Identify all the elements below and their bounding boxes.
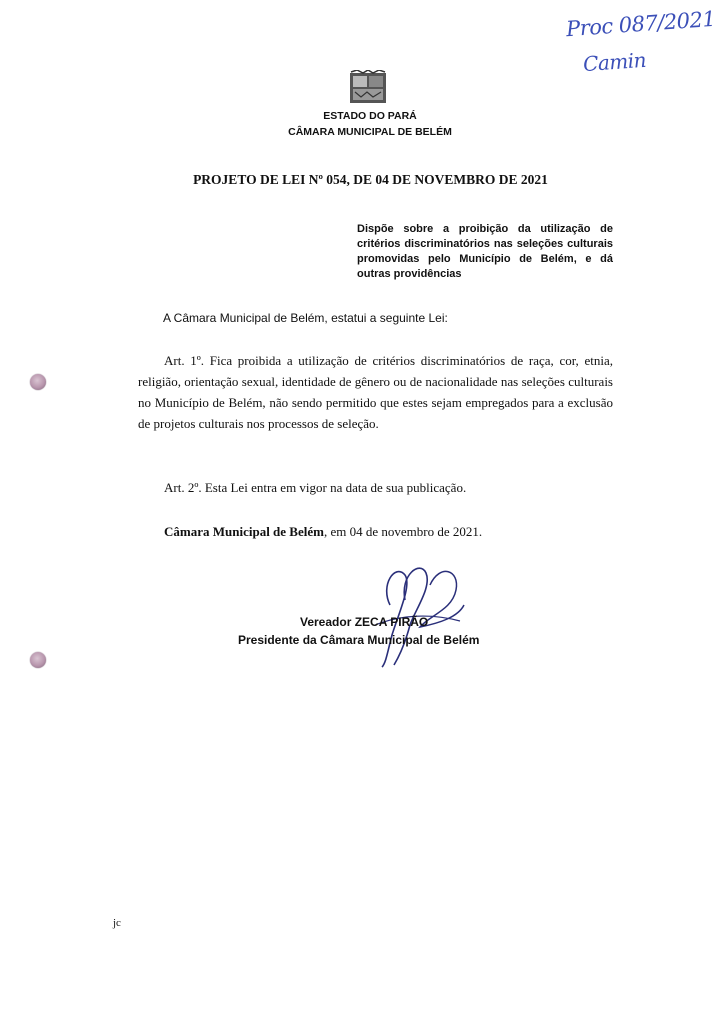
handwritten-protocol-note: Proc 087/2021 — [565, 6, 717, 42]
punch-hole-bottom — [30, 652, 46, 668]
handwritten-signature — [360, 555, 470, 670]
closing-place: Câmara Municipal de Belém — [164, 524, 324, 539]
header-chamber: CÂMARA MUNICIPAL DE BELÉM — [288, 126, 452, 138]
footer-initials: jc — [113, 917, 121, 929]
signer-role: Presidente da Câmara Municipal de Belém — [238, 633, 480, 647]
preamble: A Câmara Municipal de Belém, estatui a seguinte Lei: — [163, 311, 448, 325]
header-state: ESTADO DO PARÁ — [323, 110, 417, 122]
article-2: Art. 2º. Esta Lei entra em vigor na data de sua publicação. — [164, 480, 467, 495]
document-ementa: Dispõe sobre a proibição da utilização de critérios discriminatórios nas seleções culturais promovidas pelo Município de Belém, e dá outras providências — [357, 223, 613, 280]
document-title: PROJETO DE LEI Nº 054, DE 04 DE NOVEMBRO DE 2021 — [193, 172, 548, 187]
punch-hole-top — [30, 374, 46, 390]
closing-date: , em 04 de novembro de 2021. — [323, 524, 483, 539]
handwritten-initials-note: Camin — [582, 47, 647, 77]
signer-name: Vereador ZECA PIRÃO — [300, 615, 429, 629]
coat-of-arms-icon — [347, 70, 389, 108]
closing-line — [164, 521, 482, 542]
article-1: Art. 1º. Fica proibida a utilização de critérios discriminatórios de raça, cor, etnia, religião, orientação sexual, identidade de gênero ou de nacionalidade nas seleções culturais no Município de Belém, não sendo permitido que estes sejam empregados para a exclusão de projetos culturais nos processos de seleção. — [138, 353, 613, 431]
